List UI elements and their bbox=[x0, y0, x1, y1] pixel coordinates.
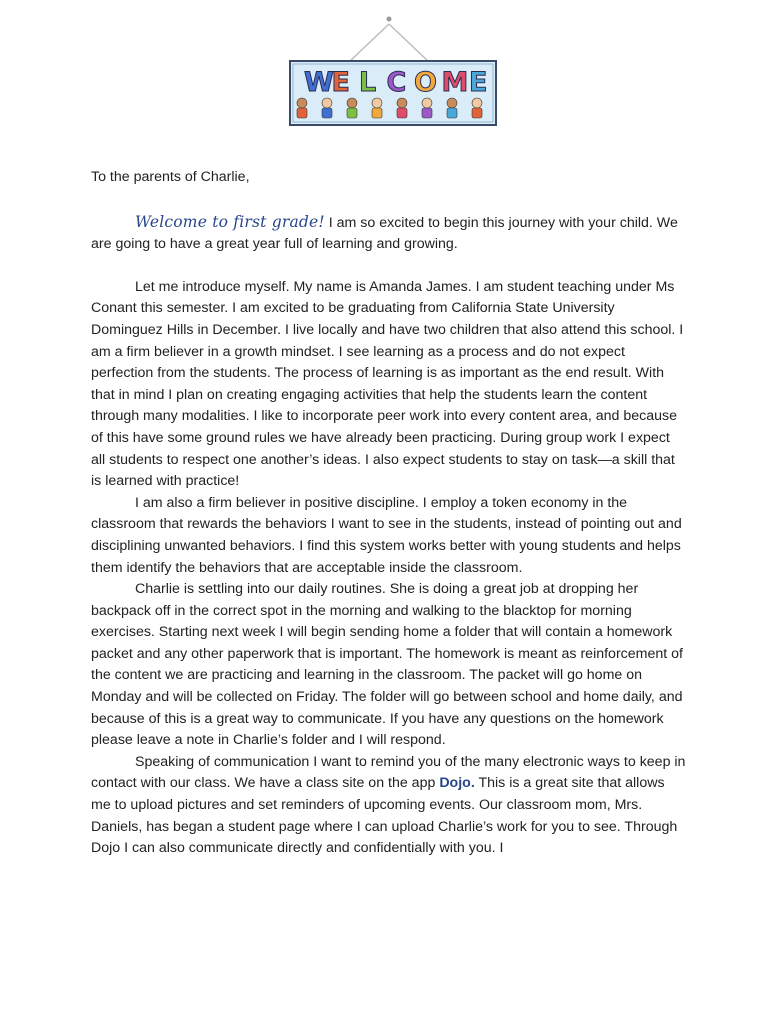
child-figure bbox=[447, 108, 457, 118]
paragraph-introduction: Let me introduce myself. My name is Amanda James. I am student teaching under Ms Conant this semester. I am excited to be graduating from California State University Dominguez Hills in December. I live locally and have two children that also attend this school. I am a firm believer in a growth mindset. I see learning as a process and do not expect perfection from the students. The process of learning is as important as the end result. With that in mind I plan on creating engaging activities that help the students learn the content through many modalities. I like to incorporate peer work into every content area, and because of this have some ground rules we have already been practicing. During group work I expect all students to respect one another’s ideas. I also expect students to stay on task—a skill that is learned with practice! bbox=[91, 278, 684, 490]
welcome-script-text: Welcome to first grade! bbox=[135, 212, 325, 231]
child-figure bbox=[322, 98, 332, 108]
paragraph-communication bbox=[91, 752, 687, 860]
child-figure bbox=[397, 98, 407, 108]
letter-body bbox=[91, 167, 687, 860]
sign-letter: W bbox=[304, 67, 334, 98]
child-figure bbox=[347, 108, 357, 118]
sign-letter: O bbox=[414, 67, 437, 98]
paragraph-welcome bbox=[91, 212, 687, 256]
welcome-sign bbox=[0, 0, 768, 135]
child-figure bbox=[297, 98, 307, 108]
paragraph-welcome-text: I am so excited to begin this journey with your child. We are going to have a great year full of learning and growing. bbox=[91, 214, 678, 253]
child-figure bbox=[447, 98, 457, 108]
child-figure bbox=[422, 108, 432, 118]
sign-letter: L bbox=[359, 67, 377, 98]
child-figure bbox=[372, 108, 382, 118]
child-figure bbox=[397, 108, 407, 118]
sign-letter: E bbox=[469, 67, 488, 98]
child-figure bbox=[297, 108, 307, 118]
dojo-link-text: Dojo. bbox=[439, 775, 475, 792]
child-figure bbox=[347, 98, 357, 108]
paragraph-discipline: I am also a firm believer in positive discipline. I employ a token economy in the classroom that rewards the behaviors I want to see in the students, instead of pointing out and disciplining unwanted behaviors. I find this system works better with young students and helps them identify the behaviors that are acceptable inside the classroom. bbox=[91, 494, 682, 576]
child-figure bbox=[322, 108, 332, 118]
child-figure bbox=[472, 108, 482, 118]
greeting: To the parents of Charlie, bbox=[91, 169, 250, 185]
sign-letter: C bbox=[386, 67, 407, 98]
communication-text-b: This is a great site that allows me to upload pictures and set reminders of upcoming events. Our classroom mom, Mrs. Daniels, has began a student page where I can upload Charlie’s work for you to see. Through Dojo I can also communicate directly and confidentially with you. I bbox=[91, 775, 678, 857]
welcome-sign-graphic bbox=[0, 0, 768, 135]
sign-letter: E bbox=[331, 67, 350, 98]
paragraph-routines: Charlie is settling into our daily routines. She is doing a great job at dropping her backpack off in the correct spot in the morning and walking to the blacktop for morning exercises. Starting next week I will begin sending home a folder that will contain a homework packet and any other paperwork that is important. The homework is meant as reinforcement of the content we are practicing and learning in the classroom. The packet will go home on Monday and will be collected on Friday. The folder will go between school and home daily, and because of this is a great way to communicate. If you have any questions on the homework please leave a note in Charlie’s folder and I will respond. bbox=[91, 581, 683, 749]
sign-letter: M bbox=[441, 67, 469, 98]
child-figure bbox=[422, 98, 432, 108]
communication-text-a: Speaking of communication I want to remind you of the many electronic ways to keep in contact with our class. We have a class site on the app bbox=[91, 753, 686, 792]
tack-icon bbox=[387, 17, 392, 22]
child-figure bbox=[472, 98, 482, 108]
child-figure bbox=[372, 98, 382, 108]
